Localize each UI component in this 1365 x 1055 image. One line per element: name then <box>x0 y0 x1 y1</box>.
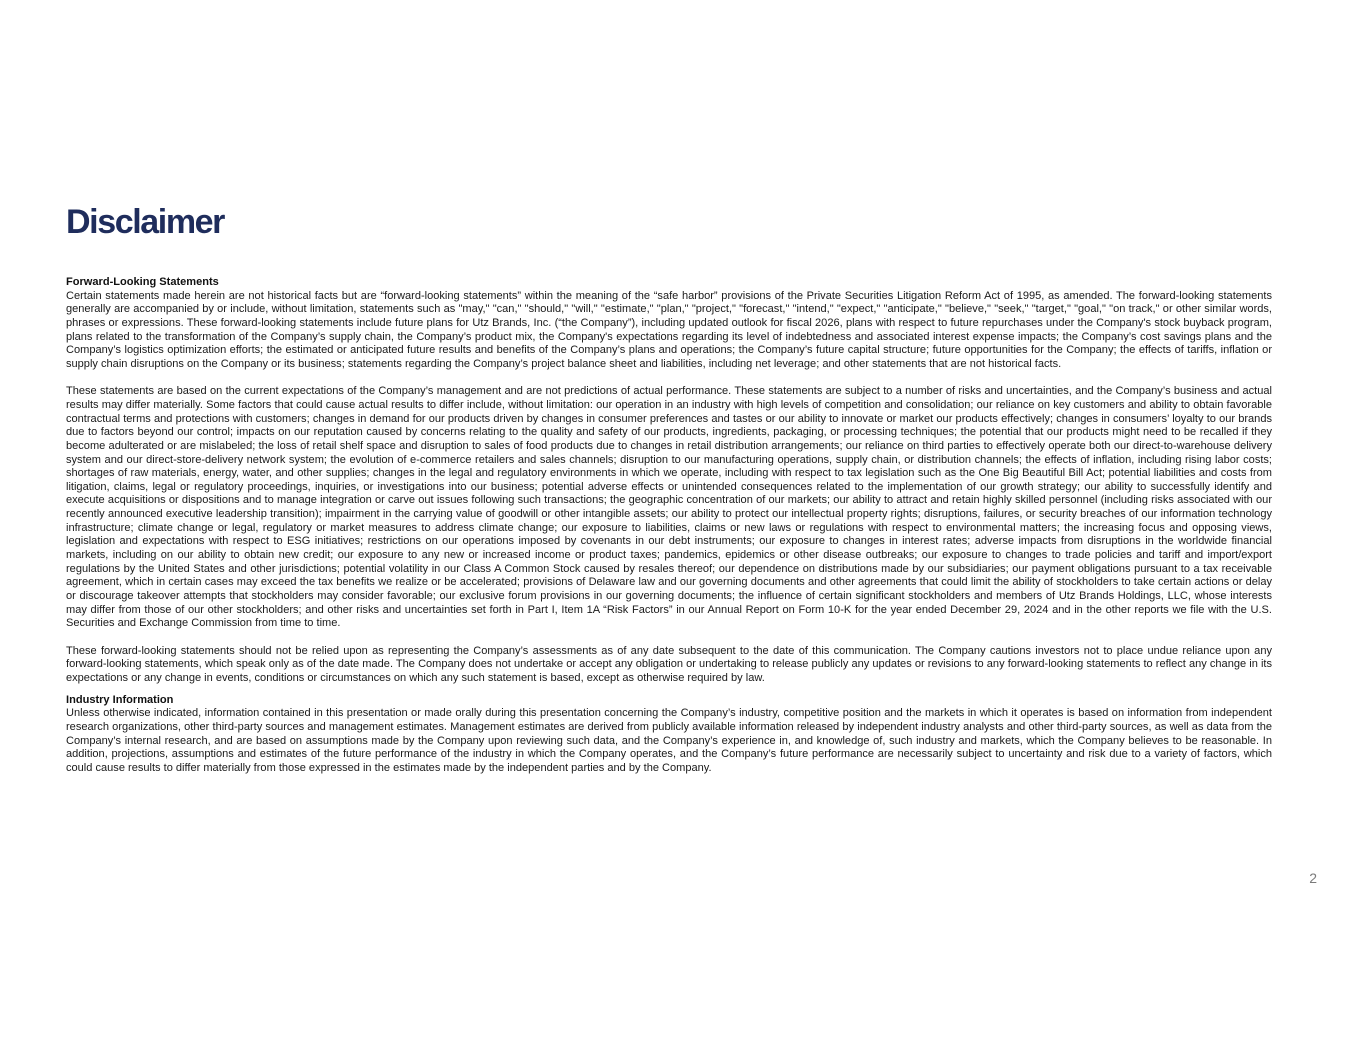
forward-looking-paragraph-3: These forward-looking statements should not be relied upon as representing the Company’s assessments as of any date subsequent to the date of this communication. The Company cautions investors not to place undue reliance upon any forward-looking statements, which speak only as of the date made. The Company does not undertake or accept any obligation or undertaking to release publicly any updates or revisions to any forward-looking statements to reflect any change in its expectations or any change in events, conditions or circumstances on which any such statement is based, except as otherwise required by law. <box>66 644 1272 684</box>
industry-information-heading: Industry Information <box>66 693 174 706</box>
page-number: 2 <box>1309 870 1317 886</box>
industry-information-paragraph: Unless otherwise indicated, information contained in this presentation or made orally during this presentation concerning the Company’s industry, competitive position and the markets in which it operates is based on information from independent research organizations, other third-party sources and management estimates. Management estimates are derived from publicly available information released by independent industry analysts and other third-party sources, as well as data from the Company’s internal research, and are based on assumptions made by the Company upon reviewing such data, and the Company’s experience in, and knowledge of, such industry and markets, which the Company believes to be reasonable. In addition, projections, assumptions and estimates of the future performance of the industry in which the Company operates, and the Company’s future performance are necessarily subject to uncertainty and risk due to a variety of factors, which could cause results to differ materially from those expressed in the estimates made by the independent parties and by the Company. <box>66 707 1272 774</box>
forward-looking-paragraph-2: These statements are based on the current expectations of the Company’s management and are not predictions of actual performance. These statements are subject to a number of risks and uncertainties, and the Company’s business and actual results may differ materially. Some factors that could cause actual results to differ include, without limitation: our operation in an industry with high levels of competition and consolidation; our reliance on key customers and ability to obtain favorable contractual terms and protections with customers; changes in demand for our products driven by changes in consumer preferences and tastes or our ability to innovate or market our products effectively; changes in consumers’ loyalty to our brands due to factors beyond our control; impacts on our reputation caused by concerns relating to the quality and safety of our products, ingredients, packaging, or processing techniques; the potential that our products might need to be recalled if they become adulterated or are mislabeled; the loss of retail shelf space and disruption to sales of food products due to changes in retail distribution arrangements; our reliance on third parties to effectively operate both our direct-to-warehouse delivery system and our direct-store-delivery network system; the evolution of e-commerce retailers and sales channels; disruption to our manufacturing operations, supply chain, or distribution channels; the effects of inflation, including rising labor costs; shortages of raw materials, energy, water, and other supplies; changes in the legal and regulatory environments in which we operate, including with respect to tax legislation such as the One Big Beautiful Bill Act; potential liabilities and costs from litigation, claims, legal or regulatory proceedings, inquiries, or investigations into our business; potential adverse effects or unintended consequences related to the implementation of our growth strategy; our ability to successfully identify and execute acquisitions or dispositions and to manage integration or carve out issues following such transactions; the geographic concentration of our markets; our ability to attract and retain highly skilled personnel (including risks associated with our recently announced executive leadership transition); impairment in the carrying value of goodwill or other intangible assets; our ability to protect our intellectual property rights; disruptions, failures, or security breaches of our information technology infrastructure; climate change or legal, regulatory or market measures to address climate change; our exposure to liabilities, claims or new laws or regulations with respect to environmental matters; the increasing focus and opposing views, legislation and expectations with respect to ESG initiatives; restrictions on our operations imposed by covenants in our debt instruments; our exposure to changes in interest rates; adverse impacts from disruptions in the worldwide financial markets, including on our ability to obtain new credit; our exposure to any new or increased income or product taxes; pandemics, epidemics or other disease outbreaks; our exposure to changes to trade policies and tariff and import/export regulations by the United States and other jurisdictions; potential volatility in our Class A Common Stock caused by resales thereof; our dependence on distributions made by our subsidiaries; our payment obligations pursuant to a tax receivable agreement, which in certain cases may exceed the tax benefits we realize or be accelerated; provisions of Delaware law and our governing documents and other agreements that could limit the ability of stockholders to take certain actions or delay or discourage takeover attempts that stockholders may consider favorable; our exclusive forum provisions in our governing documents; the influence of certain significant stockholders and members of Utz Brands Holdings, LLC, whose interests may differ from those of our other stockholders; and other risks and uncertainties set forth in Part I, Item 1A “Risk Factors” in our Annual Report on Form 10-K for the year ended December 29, 2024 and in the other reports we file with the U.S. Securities and Exchange Commission from time to time. <box>66 385 1272 630</box>
disclaimer-body <box>66 276 1272 776</box>
forward-looking-heading: Forward-Looking Statements <box>66 276 219 288</box>
forward-looking-paragraph-1: Certain statements made herein are not historical facts but are “forward-looking statements” within the meaning of the “safe harbor” provisions of the Private Securities Litigation Reform Act of 1995, as amended. The forward-looking statements generally are accompanied by or include, without limitation, statements such as "may," "can," "should," "will," "estimate," "plan," "project," "forecast," "intend," "expect," "anticipate," "believe," "seek," "target," "goal," "on track," or other similar words, phrases or expressions. These forward-looking statements include future plans for Utz Brands, Inc. (“the Company”), including updated outlook for fiscal 2026, plans with respect to future repurchases under the Company's stock buyback program, plans related to the transformation of the Company’s supply chain, the Company’s product mix, the Company's expectations regarding its level of indebtedness and associated interest expense impacts; the Company’s cost savings plans and the Company’s logistics optimization efforts; the estimated or anticipated future results and benefits of the Company’s plans and operations; the Company’s future capital structure; future opportunities for the Company; the effects of tariffs, inflation or supply chain disruptions on the Company or its business; statements regarding the Company’s project balance sheet and liabilities, including net leverage; and other statements that are not historical facts. <box>66 289 1272 370</box>
page-title: Disclaimer <box>66 203 224 241</box>
